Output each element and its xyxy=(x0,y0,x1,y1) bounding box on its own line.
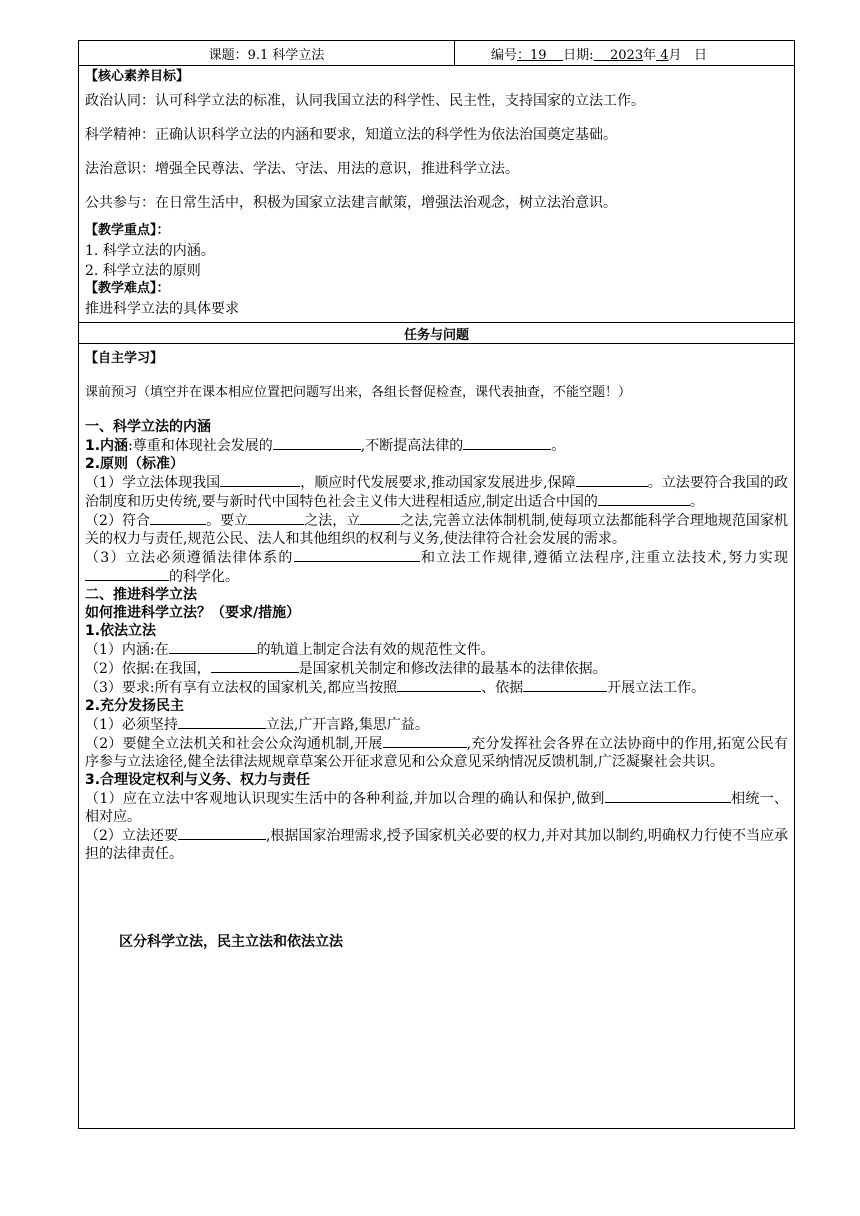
section2-question: 如何推进科学立法？（要求/措施） xyxy=(85,605,301,621)
difficulties-text: 推进科学立法的具体要求 xyxy=(85,301,239,317)
fill-blank[interactable] xyxy=(220,473,300,487)
task-header-row xyxy=(79,323,795,344)
r2-text-b: ,充分发挥社会各界在立法协商中的作用,拓宽公民有序参与立法途径,健全法律法规规章草案公开征求意见和公众意见采纳情况反馈机制,广泛凝聚社会共识。 xyxy=(85,736,789,770)
number-date-cell xyxy=(455,41,795,66)
p2-text-d: 之法,完善立法体制机制,使每项立法都能科学合理地规范国家机关的权力与责任,规范公民、法人和其他组织的权利与义务,使法律符合社会发展的需求。 xyxy=(85,513,788,547)
fill-blank[interactable] xyxy=(169,640,257,654)
objectives-row xyxy=(79,66,795,323)
fill-blank[interactable] xyxy=(178,715,266,729)
day-char: 日 xyxy=(693,47,707,63)
date-year: 2023 xyxy=(593,47,644,63)
title-prefix: 课题： xyxy=(208,47,248,63)
q2-text-a: （2）依据:在我国， xyxy=(85,661,211,677)
t1-text-b: 相统一、相对应。 xyxy=(85,791,789,825)
fill-blank[interactable] xyxy=(360,511,400,525)
principle-2 xyxy=(79,511,794,548)
p3-text-b: 和立法工作规律,遵循立法程序,注重立法技术,努力实现 xyxy=(419,550,788,566)
q1-text-b: 的轨道上制定合法有效的规范性文件。 xyxy=(256,642,495,658)
main-content-row xyxy=(79,344,795,1129)
fill-blank[interactable] xyxy=(523,678,607,692)
fill-blank[interactable] xyxy=(294,548,420,562)
fill-blank[interactable] xyxy=(463,436,551,450)
fill-blank[interactable] xyxy=(150,511,206,525)
compare-prompt: 区分科学立法，民主立法和依法立法 xyxy=(119,934,343,950)
fill-blank[interactable] xyxy=(248,511,304,525)
lawful-1 xyxy=(79,640,794,659)
t1-text-a: （1）应在立法中客观地认识现实生活中的各种利益,并加以合理的确认和保护,做到 xyxy=(85,791,605,807)
task-header: 任务与问题 xyxy=(79,323,795,344)
fill-blank[interactable] xyxy=(273,436,361,450)
section1-title: 一、科学立法的内涵 xyxy=(85,419,211,435)
fill-blank[interactable] xyxy=(85,567,169,581)
s2-item1-label: 1.依法立法 xyxy=(85,623,157,639)
q3-text-b: 、依据 xyxy=(481,680,524,696)
goals-heading: 【核心素养目标】 xyxy=(85,69,190,84)
q3-text-a: （3）要求:所有享有立法权的国家机关,都应当按照 xyxy=(85,680,398,696)
principle-3 xyxy=(79,548,794,586)
fill-blank[interactable] xyxy=(576,473,648,487)
r1-text-b: 立法,广开言路,集思广益。 xyxy=(265,717,429,733)
goal-public: 公共参与：在日常生活中，积极为国家立法建言献策，增强法治观念，树立法治意识。 xyxy=(85,195,617,211)
r2-text-a: （2）要健全立法机关和社会公众沟通机制,开展 xyxy=(85,736,383,752)
number-value: ：19 xyxy=(517,47,564,63)
year-char: 年 xyxy=(643,47,657,63)
date-month: 4 xyxy=(656,47,669,63)
rights-2 xyxy=(79,826,794,863)
q3-text-c: 开展立法工作。 xyxy=(607,680,706,696)
p1-text-d: 。 xyxy=(689,494,704,510)
q1-text-a: （1）内涵:在 xyxy=(85,642,169,658)
t2-text-b: ,根据国家治理需求,授予国家机关必要的权力,并对其加以制约,明确权力行使不当应承担的法律责任。 xyxy=(85,828,788,862)
p3-text-a: （3）立法必须遵循法律体系的 xyxy=(85,550,294,566)
number-label: 编号 xyxy=(491,47,518,63)
goal-political: 政治认同：认可科学立法的标准，认同我国立法的科学性、民主性，支持国家的立法工作。 xyxy=(85,93,645,109)
rights-1 xyxy=(79,789,794,826)
s1-item2-label: 2.原则（标准） xyxy=(85,456,185,472)
principle-1 xyxy=(79,473,794,511)
objectives-cell xyxy=(79,66,795,323)
section2-title: 二、推进科学立法 xyxy=(85,587,197,603)
s1-item1 xyxy=(79,436,794,455)
p2-text-b: 。要立 xyxy=(206,513,249,529)
lesson-plan-sheet xyxy=(78,40,794,1129)
fill-blank[interactable] xyxy=(178,826,266,840)
democracy-2 xyxy=(79,734,794,771)
keypoints-heading: 【教学重点】： xyxy=(85,223,170,238)
fill-blank[interactable] xyxy=(397,678,481,692)
fill-blank[interactable] xyxy=(605,789,731,803)
s1-item1-text-c: 。 xyxy=(551,438,566,454)
p2-text-c: 之法，立 xyxy=(304,513,361,529)
lesson-plan-table xyxy=(78,40,795,1129)
fill-blank[interactable] xyxy=(598,492,690,506)
t2-text-a: （2）立法还要 xyxy=(85,828,178,844)
s2-item3-label: 3.合理设定权利与义务、权力与责任 xyxy=(85,772,311,788)
s1-item1-label: 1.内涵 xyxy=(85,438,129,454)
month-char: 月 xyxy=(668,47,682,63)
title-cell xyxy=(79,41,455,66)
goal-science: 科学精神：正确认识科学立法的内涵和要求，知道立法的科学性为依法治国奠定基础。 xyxy=(85,127,617,143)
p2-text-a: （2）符合 xyxy=(85,513,151,529)
democracy-1 xyxy=(79,715,794,734)
fill-blank[interactable] xyxy=(383,734,467,748)
main-content-cell xyxy=(79,344,795,1129)
lawful-3 xyxy=(79,678,794,697)
p1-text-c: 。立法要符合我国的政治制度和历史传统,要与新时代中国特色社会主义伟大进程相适应,制定出适合中国的 xyxy=(85,475,788,510)
s1-item1-text-b: ,不断提高法律的 xyxy=(360,438,464,454)
preview-instruction: 课前预习（填空并在课本相应位置把问题写出来，各组长督促检查，课代表抽查，不能空题！） xyxy=(85,385,632,400)
lesson-title: 9.1 科学立法 xyxy=(247,47,325,63)
p1-text-a: （1）学立法体现我国 xyxy=(85,475,221,491)
p3-text-c: 的科学化。 xyxy=(169,569,239,585)
keypoint-1: 1. 科学立法的内涵。 xyxy=(85,243,215,259)
self-study-heading: 【自主学习】 xyxy=(85,351,164,366)
r1-text-a: （1）必须坚持 xyxy=(85,717,178,733)
lawful-2 xyxy=(79,659,794,678)
date-label: 日期: xyxy=(563,47,594,63)
fill-blank[interactable] xyxy=(211,659,299,673)
difficulties-heading: 【教学难点】： xyxy=(85,281,170,296)
header-row xyxy=(79,41,795,66)
s2-item2-label: 2.充分发扬民主 xyxy=(85,698,185,714)
s1-item1-text-a: :尊重和体现社会发展的 xyxy=(128,438,273,454)
goal-law: 法治意识：增强全民尊法、学法、守法、用法的意识，推进科学立法。 xyxy=(85,161,519,177)
q2-text-b: 是国家机关制定和修改法律的最基本的法律依据。 xyxy=(298,661,607,677)
p1-text-b: ，顺应时代发展要求,推动国家发展进步,保障 xyxy=(300,475,576,491)
keypoint-2: 2. 科学立法的原则 xyxy=(85,263,201,279)
